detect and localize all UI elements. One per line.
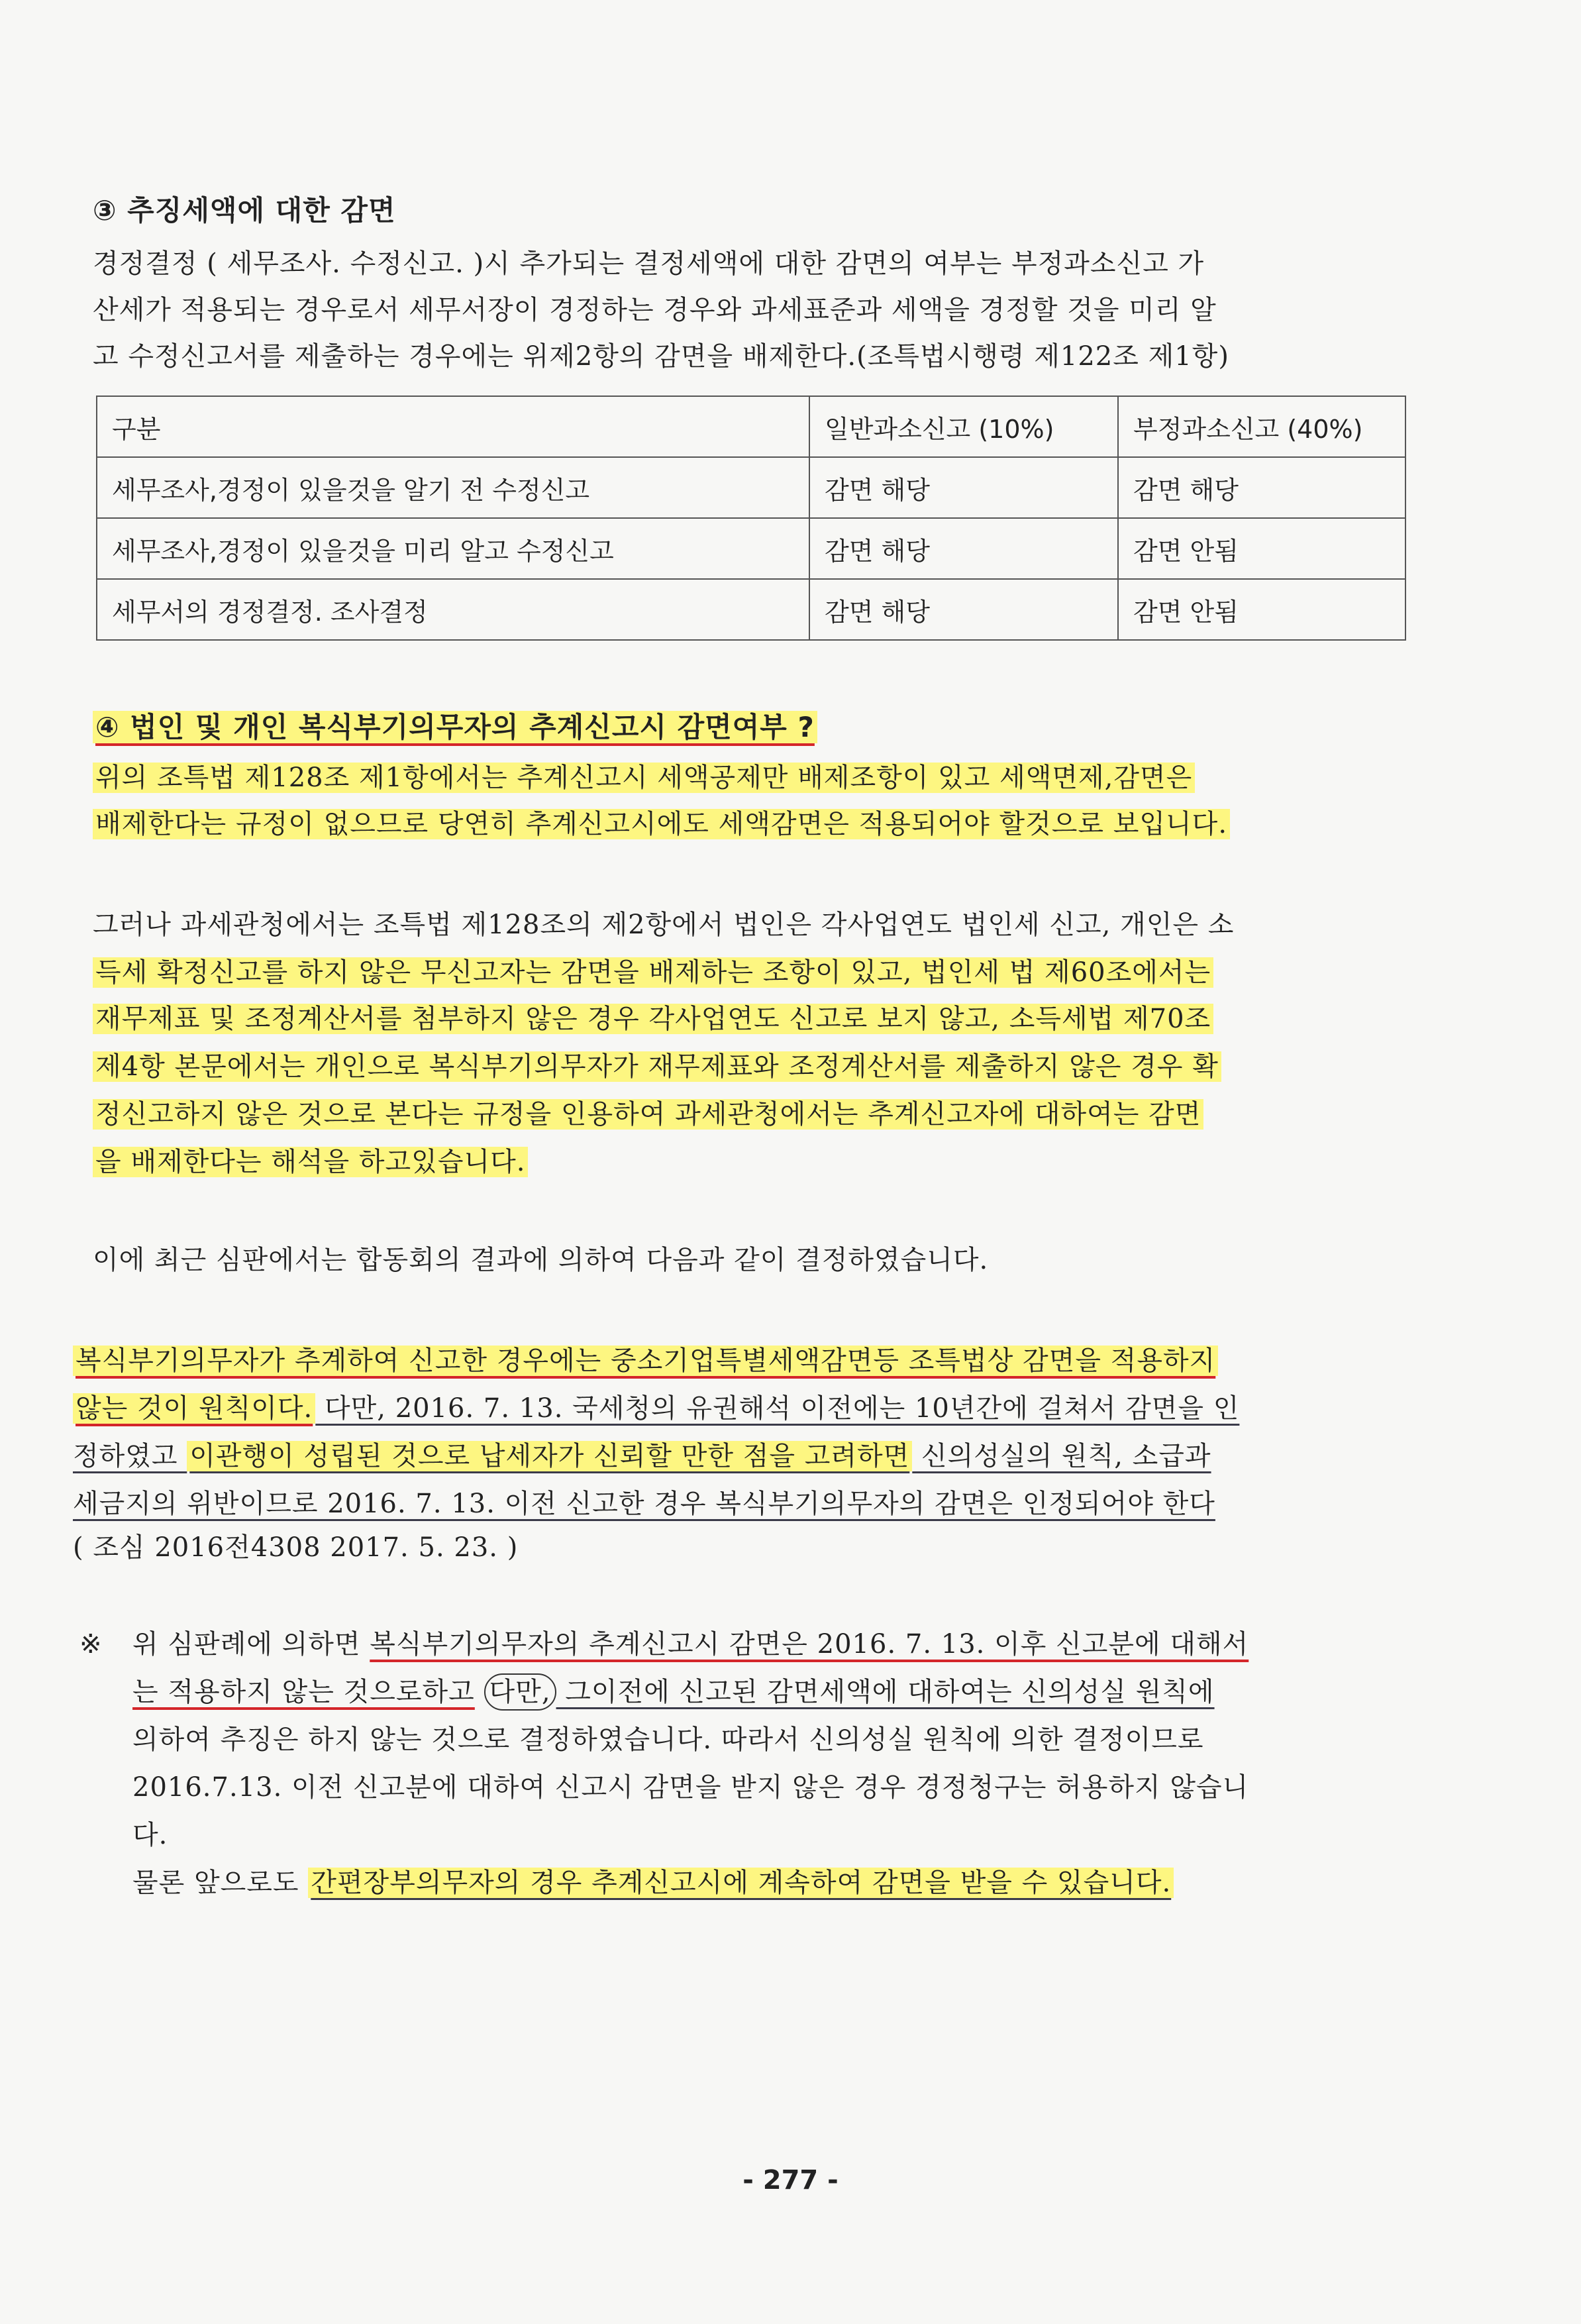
section3-heading: ③ 추징세액에 대한 감면 [93,194,396,227]
table-header-row [97,396,1405,457]
para2-line-5 [93,1090,1203,1138]
para2-line-2 [93,949,1213,996]
note-line-1 [132,1620,1249,1668]
table-cell: 감면 안됨 [1118,579,1405,640]
decision-line-4 [73,1480,1215,1528]
note-text-2b: 다만, [484,1673,556,1711]
para1-line-1 [93,754,1195,802]
para2-text-3: 재무제표 및 조정계산서를 첨부하지 않은 경우 각사업연도 신고로 보지 않고, 소득세법 제70조 [93,1004,1213,1034]
reduction-table [96,396,1406,641]
decision-text-2b: 다만, 2016. 7. 13. 국세청의 유권해석 이전에는 10년간에 걸쳐서 감면을 인 [315,1393,1240,1424]
table-cell: 세무서의 경정결정. 조사결정 [97,579,809,640]
section4-heading [93,704,817,751]
table-header-cell: 일반과소신고 (10%) [809,396,1118,457]
para2-text-2: 득세 확정신고를 하지 않은 무신고자는 감면을 배제하는 조항이 있고, 법인세 법 제60조에서는 [93,957,1213,988]
para2-line-4 [93,1043,1221,1090]
note-text-6a: 물론 앞으로도 [132,1868,309,1898]
note-text-2c: 그이전에 신고된 감면세액에 대하여는 신의성실 원칙에 [556,1677,1215,1707]
table-cell: 세무조사,경정이 있을것을 미리 알고 수정신고 [97,518,809,579]
decision-text-3b: 이관행이 성립된 것으로 납세자가 신뢰할 만한 점을 고려하면 [187,1441,912,1471]
note-text-6b: 간편장부의무자의 경우 추계신고시에 계속하여 감면을 받을 수 있습니다. [308,1868,1174,1898]
section3-line-3: 고 수정신고서를 제출하는 경우에는 위제2항의 감면을 배제한다.(조특법시행령 제122조 제1항) [93,341,1229,372]
para3-line: 이에 최근 심판에서는 합동회의 결과에 의하여 다음과 같이 결정하였습니다. [93,1245,989,1275]
decision-text-4: 세금지의 위반이므로 2016. 7. 13. 이전 신고한 경우 복식부기의무자의 감면은 인정되어야 한다 [73,1489,1215,1519]
table-cell: 감면 해당 [809,457,1118,518]
table-cell: 감면 안됨 [1118,518,1405,579]
note-text-1b: 복식부기의무자의 추계신고시 감면은 2016. 7. 13. 이후 신고분에 대해서 [370,1629,1249,1660]
decision-line-3 [73,1432,1211,1480]
para2-text-5: 정신고하지 않은 것으로 본다는 규정을 인용하여 과세관청에서는 추계신고자에 대하여는 감면 [93,1099,1203,1130]
page-number: - 277 - [742,2165,839,2195]
note-line-4: 2016.7.13. 이전 신고분에 대하여 신고시 감면을 받지 않은 경우 경정청구는 허용하지 않습니 [132,1772,1249,1803]
section3-line-1: 경정결정 ( 세무조사. 수정신고. )시 추가되는 결정세액에 대한 감면의 여부는 부정과소신고 가 [93,248,1205,279]
section3-line-2: 산세가 적용되는 경우로서 세무서장이 경정하는 경우와 과세표준과 세액을 경정할 것을 미리 알 [93,295,1217,325]
note-text-2a: 는 적용하지 않는 것으로하고 [132,1677,475,1707]
table-header-cell: 구분 [97,396,809,457]
decision-line-2 [73,1385,1239,1432]
note-line-3: 의하여 추징은 하지 않는 것으로 결정하였습니다. 따라서 신의성실 원칙에 의한 결정이므로 [132,1724,1204,1755]
decision-text-1: 복식부기의무자가 추계하여 신고한 경우에는 중소기업특별세액감면등 조특법상 감면을 적용하지 [73,1346,1218,1376]
note-line-6 [132,1859,1174,1907]
section4-heading-text: ④ 법인 및 개인 복식부기의무자의 추계신고시 감면여부 ? [93,711,817,743]
para1-text-1: 위의 조특법 제128조 제1항에서는 추계신고시 세액공제만 배제조항이 있고 세액면제,감면은 [93,763,1195,793]
table-row [97,518,1405,579]
note-text-1a: 위 심판례에 의하면 [132,1629,370,1660]
table-cell: 감면 해당 [809,579,1118,640]
table-cell: 세무조사,경정이 있을것을 알기 전 수정신고 [97,457,809,518]
decision-citation: ( 조심 2016전4308 2017. 5. 23. ) [73,1532,519,1563]
table-row [97,579,1405,640]
table-cell: 감면 해당 [809,518,1118,579]
decision-text-3a: 정하였고 [73,1441,187,1471]
note-line-5: 다. [132,1820,168,1850]
note-line-2 [132,1668,1215,1716]
para2-line-6 [93,1138,528,1186]
decision-line-1 [73,1337,1218,1385]
decision-text-2a: 않는 것이 원칙이다. [73,1393,315,1424]
para2-text-6: 을 배제한다는 해석을 하고있습니다. [93,1147,528,1177]
table-cell: 감면 해당 [1118,457,1405,518]
para2-text-4: 제4항 본문에서는 개인으로 복식부기의무자가 재무제표와 조정계산서를 제출하지 않은 경우 확 [93,1051,1221,1082]
para2-line-1: 그러나 과세관청에서는 조특법 제128조의 제2항에서 법인은 각사업연도 법인세 신고, 개인은 소 [93,910,1235,940]
table-header-cell: 부정과소신고 (40%) [1118,396,1405,457]
para1-text-2: 배제한다는 규정이 없으므로 당연히 추계신고시에도 세액감면은 적용되어야 할것으로 보입니다. [93,809,1230,839]
para1-line-2 [93,800,1230,848]
para2-line-3 [93,995,1213,1043]
decision-text-3c: 신의성실의 원칙, 소급과 [912,1441,1211,1471]
table-row [97,457,1405,518]
note-mark: ※ [79,1629,103,1660]
